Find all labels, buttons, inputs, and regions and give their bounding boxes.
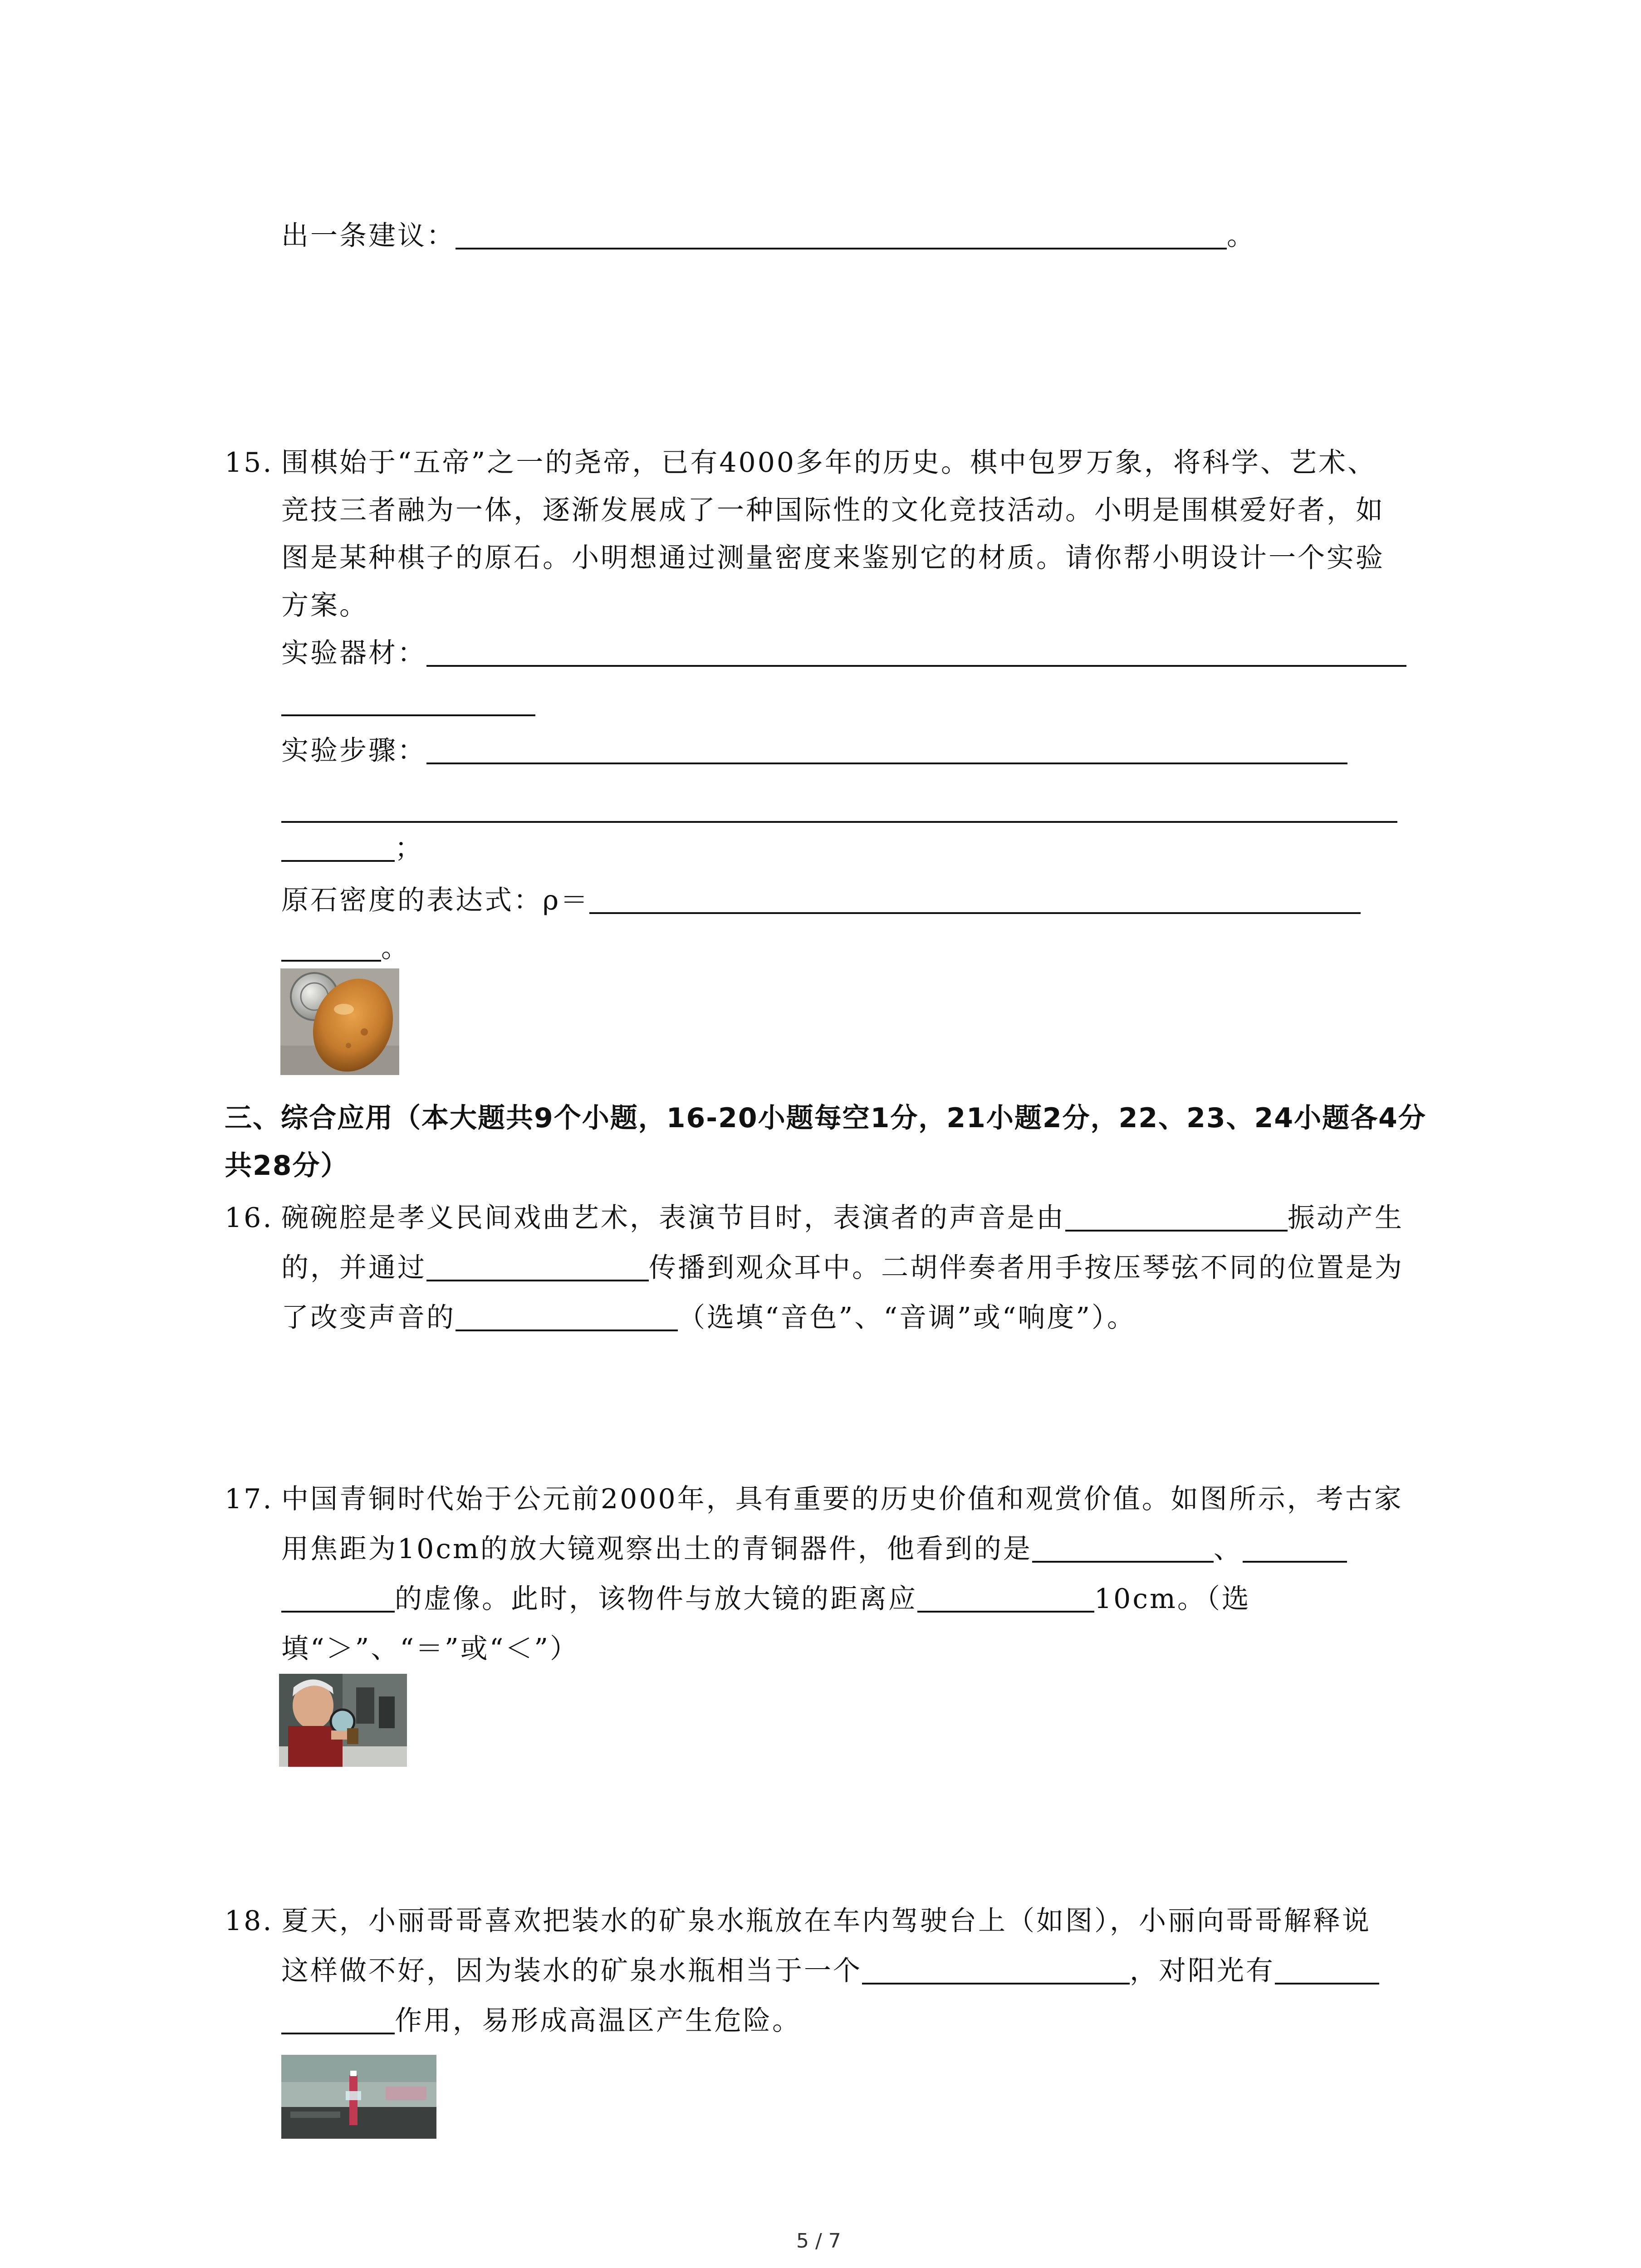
equipment-label: 实验器材： xyxy=(281,637,426,669)
q14-answer-blank[interactable] xyxy=(456,220,1227,249)
q16-blank-3[interactable] xyxy=(456,1302,678,1331)
q17-number: 17. xyxy=(225,1483,274,1515)
q17-blank-1[interactable] xyxy=(1032,1534,1214,1563)
q14-tail-text: 出一条建议： xyxy=(281,220,456,252)
q18-number: 18. xyxy=(225,1905,274,1937)
archaeologist-photo-art xyxy=(279,1674,407,1767)
dashboard-bottle-photo-art xyxy=(281,2055,436,2139)
q16-line-2: 的，并通过 传播到观众耳中。二胡伴奏者用手按压琴弦不同的位置是为 xyxy=(281,1252,1404,1284)
q15-number: 15. xyxy=(225,447,274,479)
q15-line-2: 竞技三者融为一体，逐渐发展成了一种国际性的文化竞技活动。小明是围棋爱好者，如 xyxy=(281,494,1385,526)
q17-blank-3[interactable] xyxy=(917,1584,1094,1613)
q18-blank-1[interactable] xyxy=(862,1955,1130,1984)
q15-line-3: 图是某种棋子的原石。小明想通过测量密度来鉴别它的材质。请你帮小明设计一个实验 xyxy=(281,542,1385,574)
q17-blank-2[interactable] xyxy=(1243,1534,1347,1563)
equipment-blank-cont[interactable] xyxy=(281,714,535,716)
archaeologist-photo xyxy=(279,1674,407,1767)
steps-blank-end[interactable] xyxy=(281,833,395,862)
q15-line-1: 围棋始于“五帝”之一的尧帝，已有4000多年的历史。棋中包罗万象，将科学、艺术、 xyxy=(281,447,1377,479)
page-number: 5 / 7 xyxy=(796,2229,841,2253)
density-label: 原石密度的表达式：ρ＝ xyxy=(281,885,590,916)
q15-equipment xyxy=(281,635,1406,671)
stone-photo-art xyxy=(280,968,399,1075)
steps-label: 实验步骤： xyxy=(281,735,426,767)
q15-line-4: 方案。 xyxy=(281,590,368,621)
q18-line-1: 夏天，小丽哥哥喜欢把装水的矿泉水瓶放在车内驾驶台上（如图），小丽向哥哥解释说 xyxy=(281,1905,1371,1937)
density-blank[interactable] xyxy=(589,885,1361,914)
q16-blank-1[interactable] xyxy=(1065,1202,1288,1232)
q15-density xyxy=(281,882,1361,919)
steps-blank[interactable] xyxy=(426,735,1347,764)
q14-tail: 出一条建议： 。 xyxy=(281,220,1256,252)
q15-steps-end: ； xyxy=(281,830,424,866)
q17-blank-2-cont[interactable] xyxy=(281,1584,395,1613)
q16-number: 16. xyxy=(225,1202,274,1234)
q16-line-1: 碗碗腔是孝义民间戏曲艺术，表演节目时，表演者的声音是由 振动产生 xyxy=(281,1202,1404,1234)
section-3-heading: 三、综合应用（本大题共9个小题，16-20小题每空1分，21小题2分，22、23、24小题各4分 xyxy=(225,1102,1426,1134)
q15-steps xyxy=(281,733,1347,769)
q17-line-2: 用焦距为10cm的放大镜观察出土的青铜器件，他看到的是 、 xyxy=(281,1531,1347,1567)
q18-blank-2-cont[interactable] xyxy=(281,2005,395,2034)
q17-line-1: 中国青铜时代始于公元前2000年，具有重要的历史价值和观赏价值。如图所示，考古家 xyxy=(281,1483,1403,1515)
q17-line-3: 的虚像。此时，该物件与放大镜的距离应 10cm。（选 xyxy=(281,1581,1251,1617)
dashboard-bottle-photo xyxy=(281,2055,436,2139)
steps-blank-cont[interactable] xyxy=(281,821,1397,823)
section-3-heading-cont: 共28分） xyxy=(225,1150,349,1182)
q18-line-2: 这样做不好，因为装水的矿泉水瓶相当于一个 ，对阳光有 xyxy=(281,1953,1379,1989)
q18-line-3: 作用，易形成高温区产生危险。 xyxy=(281,2003,801,2039)
equipment-blank[interactable] xyxy=(426,638,1406,667)
density-blank-end[interactable] xyxy=(281,933,381,962)
q15-density-end: 。 xyxy=(281,930,410,966)
q16-blank-2[interactable] xyxy=(426,1252,649,1281)
q16-line-3: 了改变声音的 （选填“音色”、“音调”或“响度”）。 xyxy=(281,1302,1136,1334)
stone-photo xyxy=(280,968,399,1075)
q18-blank-2[interactable] xyxy=(1275,1955,1379,1984)
q17-line-4: 填“＞”、“＝”或“＜”） xyxy=(281,1633,579,1665)
